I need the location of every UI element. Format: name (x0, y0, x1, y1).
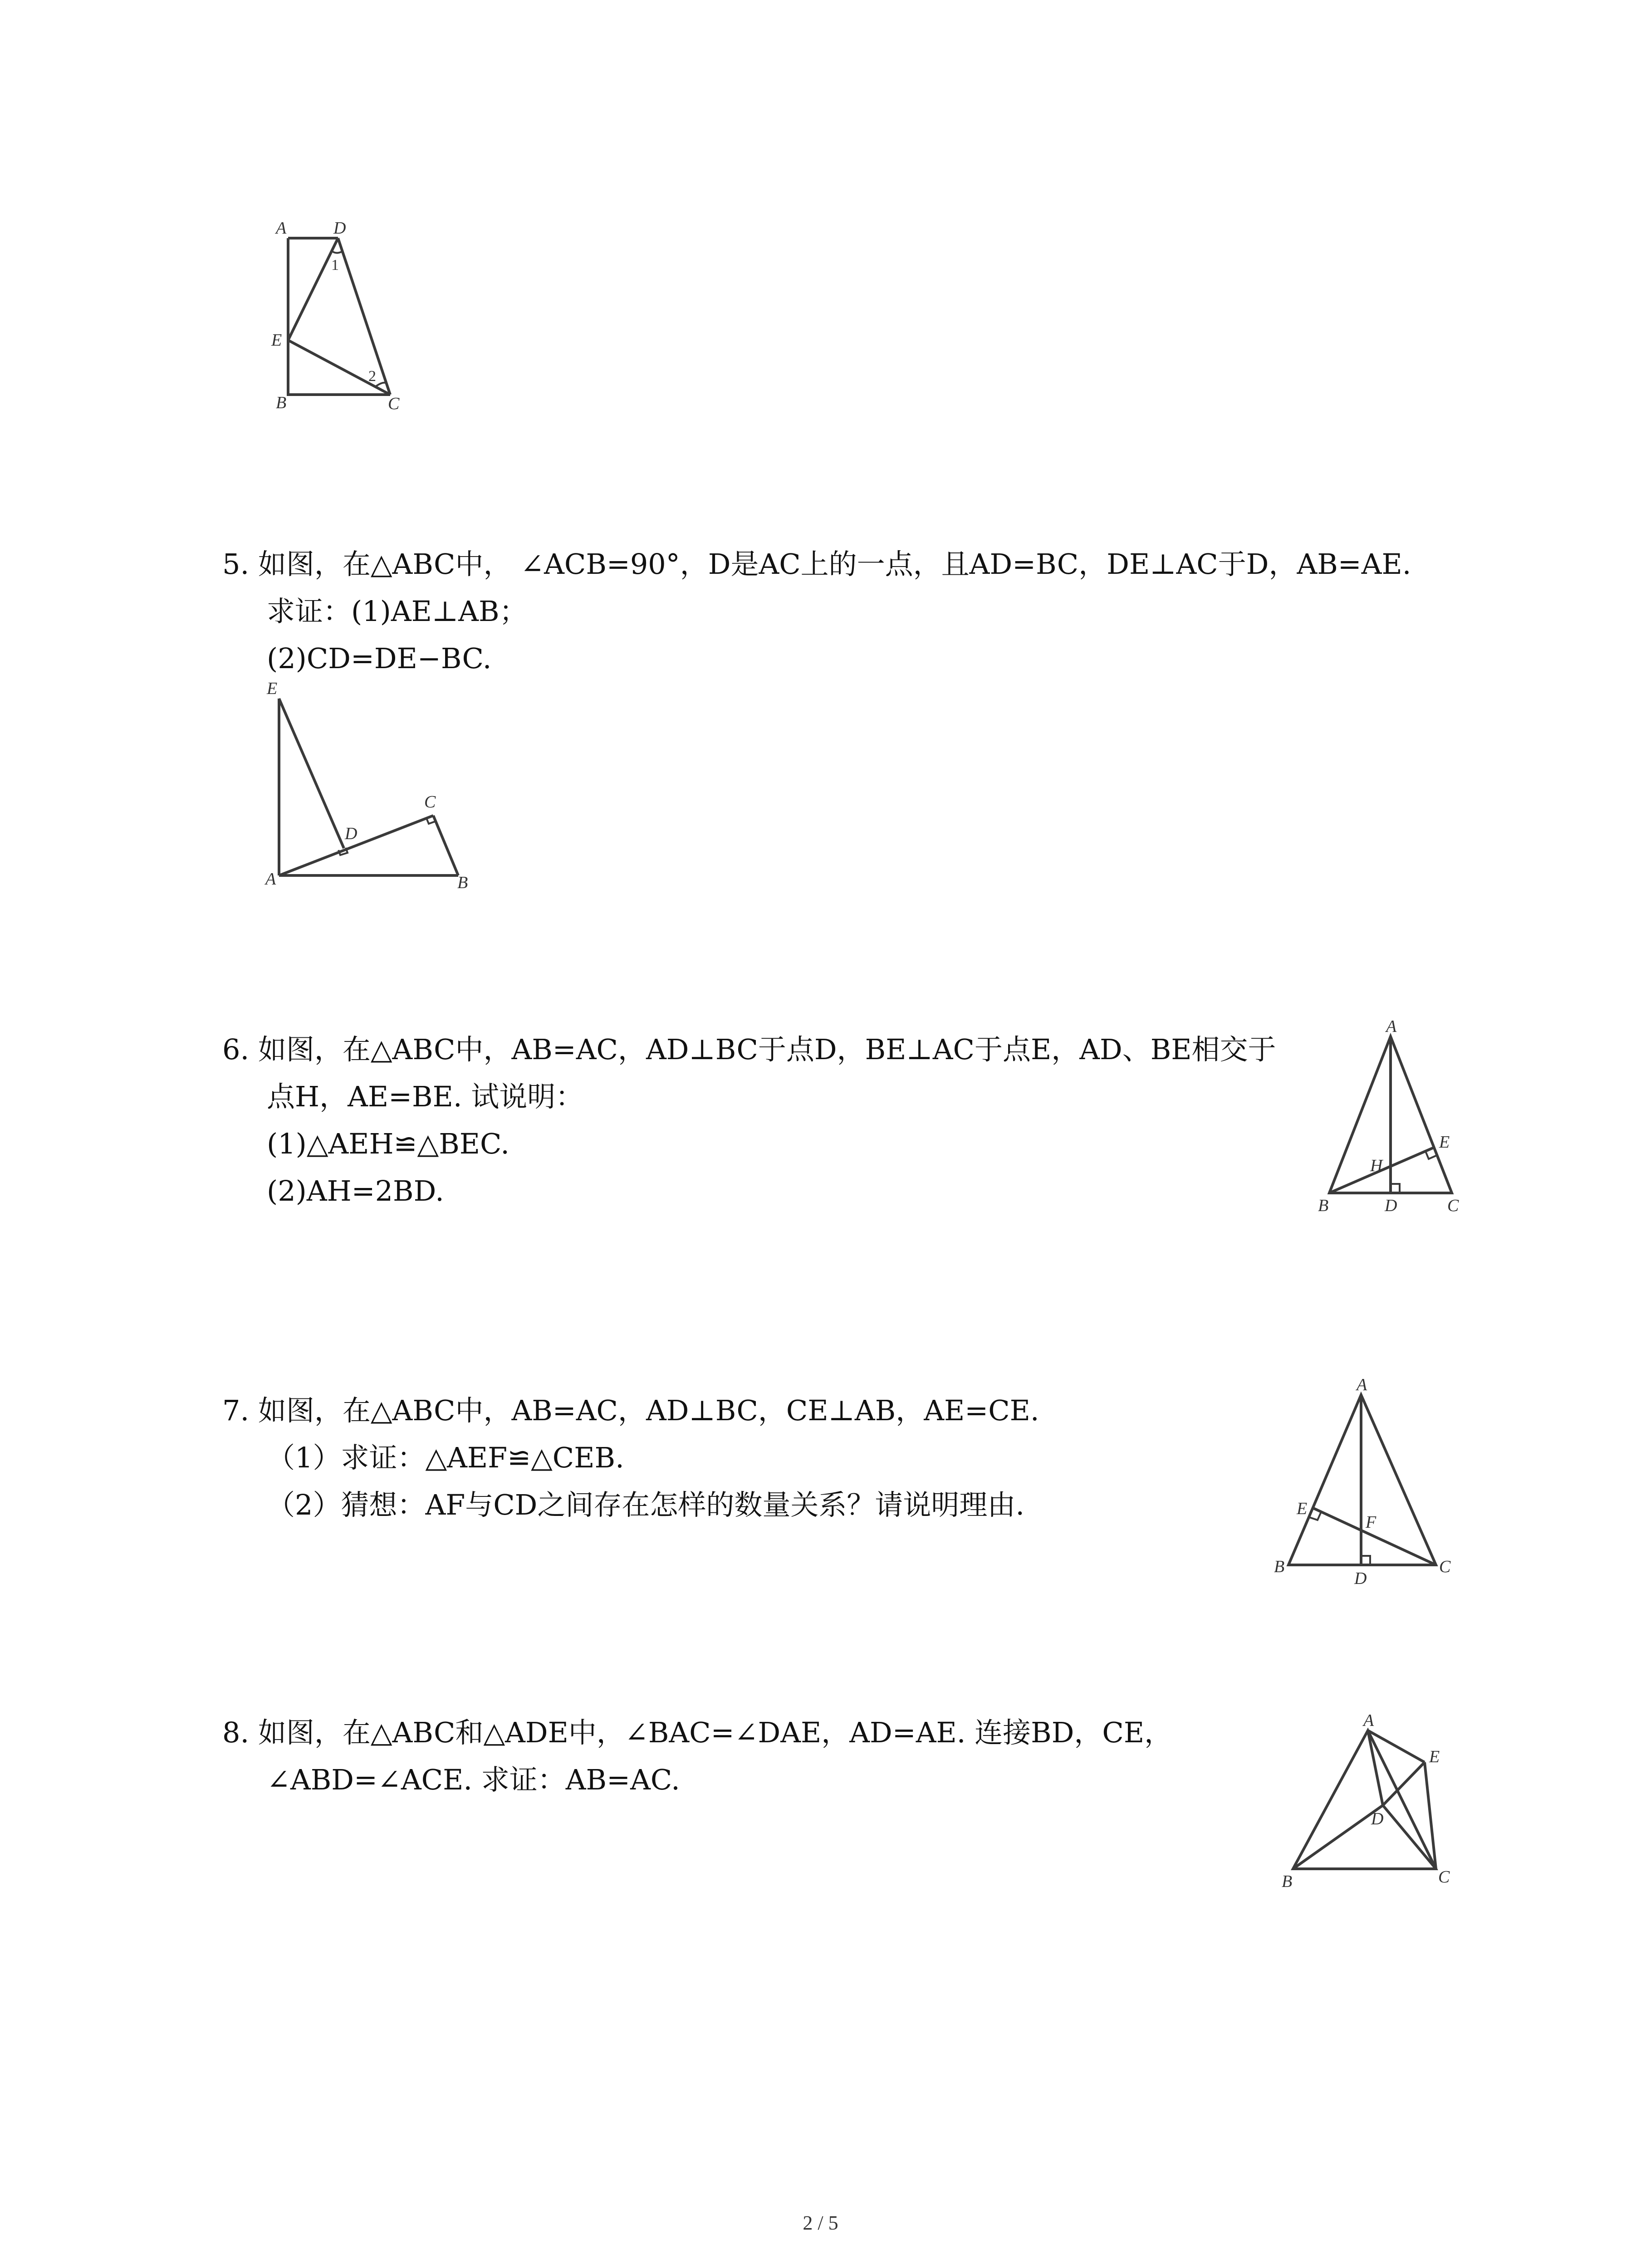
problem-7 (222, 1387, 1039, 1529)
vertex-label-a: A (1386, 1017, 1397, 1036)
problem-5 (222, 541, 1411, 682)
problem-text-line: ∠ABD=∠ACE. 求证：AB=AC. (267, 1763, 680, 1796)
angle-arc (376, 383, 386, 386)
segment-ec (1425, 1762, 1436, 1869)
vertex-label-e: E (1297, 1499, 1308, 1518)
vertex-label-a: A (1363, 1711, 1374, 1730)
figure-problem-6 (1307, 1012, 1479, 1220)
vertex-label-b: B (457, 873, 468, 892)
vertex-label-b: B (1318, 1196, 1329, 1215)
vertex-label-d: D (345, 824, 358, 843)
figure-problem-7 (1261, 1370, 1470, 1597)
figure-edge (433, 816, 458, 875)
vertex-label-b: B (276, 393, 287, 412)
figure-edge (288, 238, 338, 340)
vertex-label-b: B (1274, 1557, 1285, 1576)
segment-bd (1293, 1805, 1383, 1869)
page-number: 2 / 5 (803, 2212, 838, 2234)
vertex-label-c: C (1438, 1867, 1450, 1887)
vertex-label-d: D (1371, 1809, 1384, 1828)
figure-problem-8 (1266, 1701, 1474, 1901)
vertex-label-a: A (276, 219, 287, 238)
vertex-label-c: C (1447, 1196, 1459, 1215)
segment-de (1383, 1762, 1425, 1805)
problem-text-line: 8. 如图，在△ABC和△ADE中，∠BAC=∠DAE，AD=AE. 连接BD，CE， (222, 1716, 1173, 1749)
problem-text-line: (1)△AEH≌△BEC. (267, 1127, 509, 1160)
figure-edge (279, 699, 344, 848)
problem-6 (222, 1026, 1276, 1215)
vertex-label-d: D (333, 219, 346, 238)
vertex-label-e: E (271, 331, 282, 350)
vertex-label-h: H (1370, 1156, 1383, 1175)
vertex-label-e: E (1439, 1133, 1450, 1152)
vertex-label-c: C (424, 792, 436, 811)
vertex-label-f: F (1366, 1513, 1376, 1532)
vertex-label-e: E (1429, 1747, 1440, 1766)
angle-label-2: 2 (368, 368, 376, 385)
vertex-label-a: A (265, 870, 276, 889)
angle-label-1: 1 (331, 257, 339, 274)
figure-problem-5 (259, 671, 495, 898)
vertex-label-b: B (1282, 1872, 1293, 1891)
vertex-label-c: C (388, 394, 400, 413)
segment-ad (1368, 1730, 1383, 1805)
figure-rectangle-triangle (263, 213, 426, 413)
problem-text-line: （2）猜想：AF与CD之间存在怎样的数量关系？请说明理由. (267, 1488, 1025, 1521)
problem-text-line: （1）求证：△AEF≌△CEB. (267, 1441, 624, 1474)
problem-text-line: 求证：(1)AE⊥AB； (267, 595, 528, 628)
problem-8 (222, 1709, 1172, 1804)
vertex-label-a: A (1357, 1375, 1367, 1394)
problem-text-line: (2)AH=2BD. (267, 1174, 444, 1207)
problem-text-line: 6. 如图，在△ABC中，AB=AC，AD⊥BC于点D，BE⊥AC于点E，AD、BE相交于 (222, 1033, 1276, 1066)
vertex-label-c: C (1439, 1557, 1451, 1576)
vertex-label-d: D (1385, 1196, 1397, 1215)
problem-text-line: 5. 如图，在△ABC中， ∠ACB=90°，D是AC上的一点，且AD=BC，DE⊥AC于D，AB=AE. (222, 547, 1411, 581)
problem-text-line: 点H，AE=BE. 试说明： (267, 1080, 584, 1113)
problem-text-line: (2)CD=DE−BC. (267, 642, 492, 675)
triangle-abc (1293, 1730, 1436, 1869)
problem-text-line: 7. 如图，在△ABC中，AB=AC，AD⊥BC，CE⊥AB，AE=CE. (222, 1394, 1039, 1427)
vertex-label-e: E (267, 679, 278, 698)
vertex-label-d: D (1354, 1569, 1367, 1588)
